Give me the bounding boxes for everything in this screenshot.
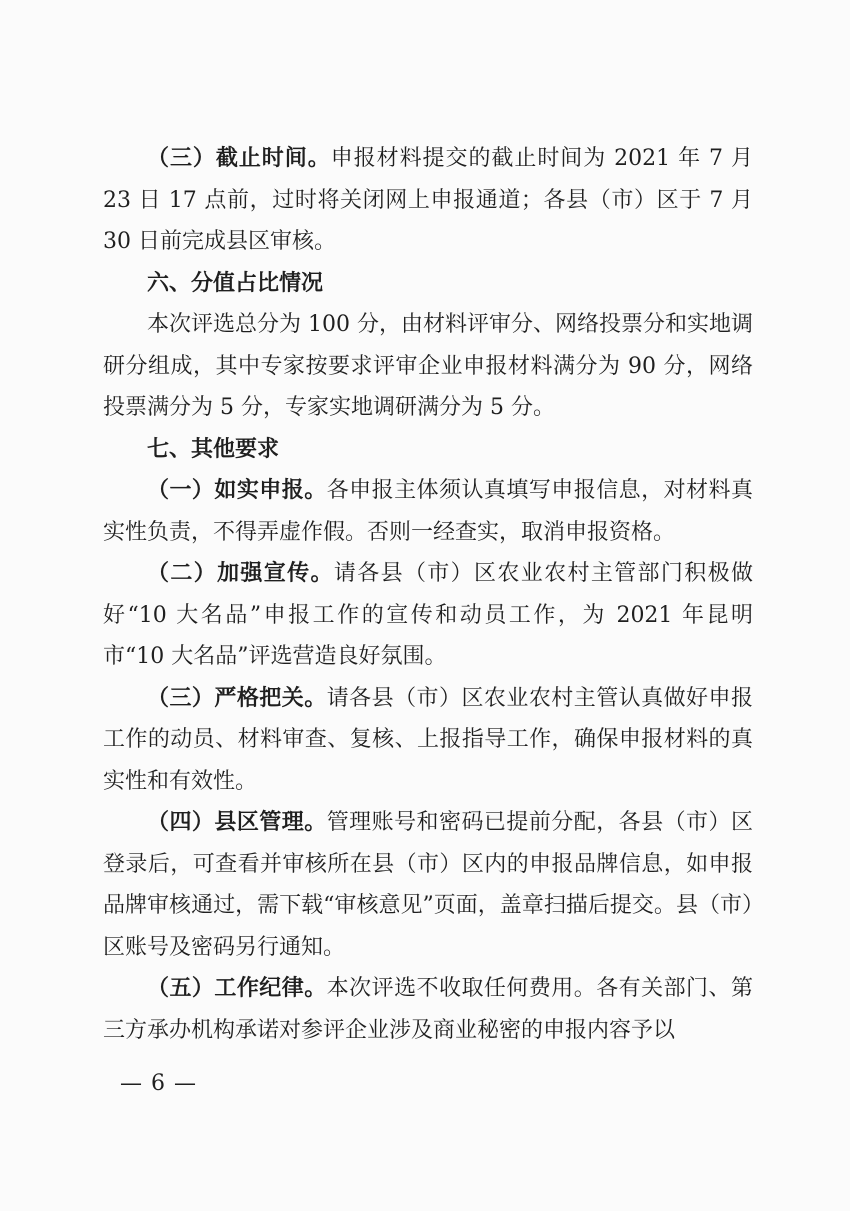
paragraph-text: 请各县（市）区农业农村主管部门积极做好“10 大名品”申报工作的宣传和动员工作，为 2021 年昆明市“10 大名品”评选营造良好氛围。	[103, 561, 753, 669]
paragraph-deadline	[103, 138, 753, 263]
section-heading-other-requirements: 七、其他要求	[147, 436, 280, 462]
document-body	[103, 138, 753, 1051]
paragraph-strict-review	[103, 678, 753, 803]
paragraph-lead: （一）如实申报。	[147, 478, 327, 503]
paragraph-county-management	[103, 802, 753, 968]
page-number: — 6 —	[120, 1071, 197, 1096]
paragraph-lead: （三）严格把关。	[147, 685, 327, 711]
paragraph-text: 申报材料提交的截止时间为 2021 年 7 月 23 日 17 点前，过时将关闭网上申报通道；各县（市）区于 7 月 30 日前完成县区审核。	[103, 146, 753, 254]
paragraph-lead: （五）工作纪律。	[147, 976, 327, 1001]
paragraph-scoring: 本次评选总分为 100 分，由材料评审分、网络投票分和实地调研分组成，其中专家按要求评审企业申报材料满分为 90 分，网络投票满分为 5 分，专家实地调研满分为 5 分。	[103, 312, 753, 420]
paragraph-truthful-application	[103, 470, 753, 553]
paragraph-text: 管理账号和密码已提前分配，各县（市）区登录后，可查看并审核所在县（市）区内的申报品牌信息，如申报品牌审核通过，需下载“审核意见”页面，盖章扫描后提交。县（市）区账号及密码另行通知。	[103, 810, 753, 960]
paragraph-lead: （三）截止时间。	[147, 146, 331, 171]
section-heading-scoring: 六、分值占比情况	[147, 270, 324, 296]
paragraph-work-discipline	[103, 968, 753, 1051]
paragraph-text: 请各县（市）区农业农村主管认真做好申报工作的动员、材料审查、复核、上报指导工作，确保申报材料的真实性和有效性。	[103, 685, 753, 794]
paragraph-lead: （二）加强宣传。	[147, 561, 334, 586]
paragraph-lead: （四）县区管理。	[147, 810, 327, 835]
paragraph-text: 本次评选不收取任何费用。各有关部门、第三方承办机构承诺对参评企业涉及商业秘密的申报内容予以	[103, 976, 753, 1043]
paragraph-text: 各申报主体须认真填写申报信息，对材料真实性负责，不得弄虚作假。否则一经查实，取消申报资格。	[103, 478, 753, 545]
paragraph-publicity	[103, 553, 753, 678]
